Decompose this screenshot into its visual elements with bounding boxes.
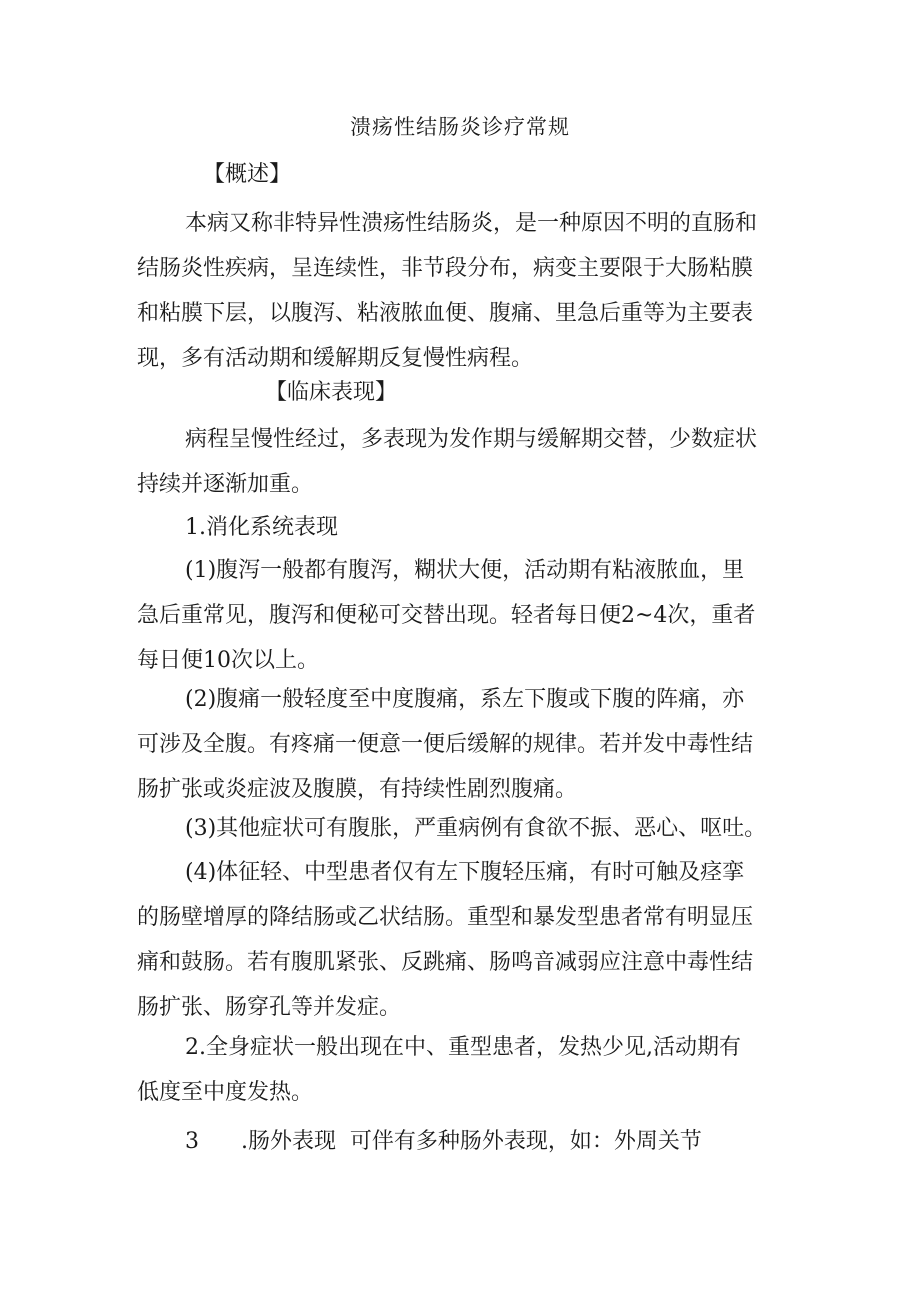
text-line: (2)腹痛一般轻度至中度腹痛，系左下腹或下腹的阵痛，亦 (185, 687, 745, 712)
text-line: 和粘膜下层，以腹泻、粘液脓血便、腹痛、里急后重等为主要表 (137, 301, 754, 326)
text-line: 结肠炎性疾病，呈连续性，非节段分布，病变主要限于大肠粘膜 (137, 256, 754, 281)
text-line: (1)腹泻一般都有腹泻，糊状大便，活动期有粘液脓血，里 (185, 558, 745, 583)
text-line: 急后重常见，腹泻和便秘可交替出现。轻者每日便2~4次，重者 (137, 603, 756, 628)
item1-title (137, 505, 787, 550)
item1-sub2-paragraph (137, 677, 787, 812)
text-line: 现，多有活动期和缓解期反复慢性病程。 (137, 346, 534, 371)
text-line: 可涉及全腹。有疼痛一便意一便后缓解的规律。若并发中毒性结 (137, 732, 754, 757)
document-title: 溃疡性结肠炎诊疗常规 (350, 115, 570, 139)
text-line: 每日便10次以上。 (137, 648, 319, 673)
text-line: 持续并逐渐加重。 (137, 472, 314, 497)
clinical-intro-paragraph (137, 417, 787, 507)
text-line: 的肠壁增厚的降结肠或乙状结肠。重型和暴发型患者常有明显压 (137, 905, 754, 930)
text-line: 肠扩张、肠穿孔等并发症。 (137, 995, 402, 1020)
text-line: 2.全身症状一般出现在中、重型患者，发热少见,活动期有 (185, 1035, 741, 1060)
item1-sub4-paragraph (137, 850, 787, 1030)
overview-paragraph (137, 201, 787, 381)
text-line: 1.消化系统表现 (185, 515, 338, 540)
item3-line: 3 .肠外表现 可伴有多种肠外表现，如：外周关节 (185, 1129, 702, 1154)
item1-sub3-paragraph (137, 806, 787, 851)
clinical-heading: 【临床表现】 (265, 380, 398, 405)
overview-heading: 【概述】 (203, 162, 292, 187)
text-line: (3)其他症状可有腹胀，严重病例有食欲不振、恶心、呕吐。 (185, 816, 767, 841)
text-line: 本病又称非特异性溃疡性结肠炎，是一种原因不明的直肠和 (185, 211, 758, 236)
text-line: (4)体征轻、中型患者仅有左下腹轻压痛，有时可触及痉挛 (185, 860, 745, 885)
item2-paragraph (137, 1025, 787, 1115)
text-line: 肠扩张或炎症波及腹膜，有持续性剧烈腹痛。 (137, 777, 578, 802)
text-line: 痛和鼓肠。若有腹肌紧张、反跳痛、肠鸣音减弱应注意中毒性结 (137, 950, 754, 975)
item1-sub1-paragraph (137, 548, 787, 683)
text-line: 病程呈慢性经过，多表现为发作期与缓解期交替，少数症状 (185, 427, 758, 452)
text-line: 低度至中度发热。 (137, 1080, 314, 1105)
